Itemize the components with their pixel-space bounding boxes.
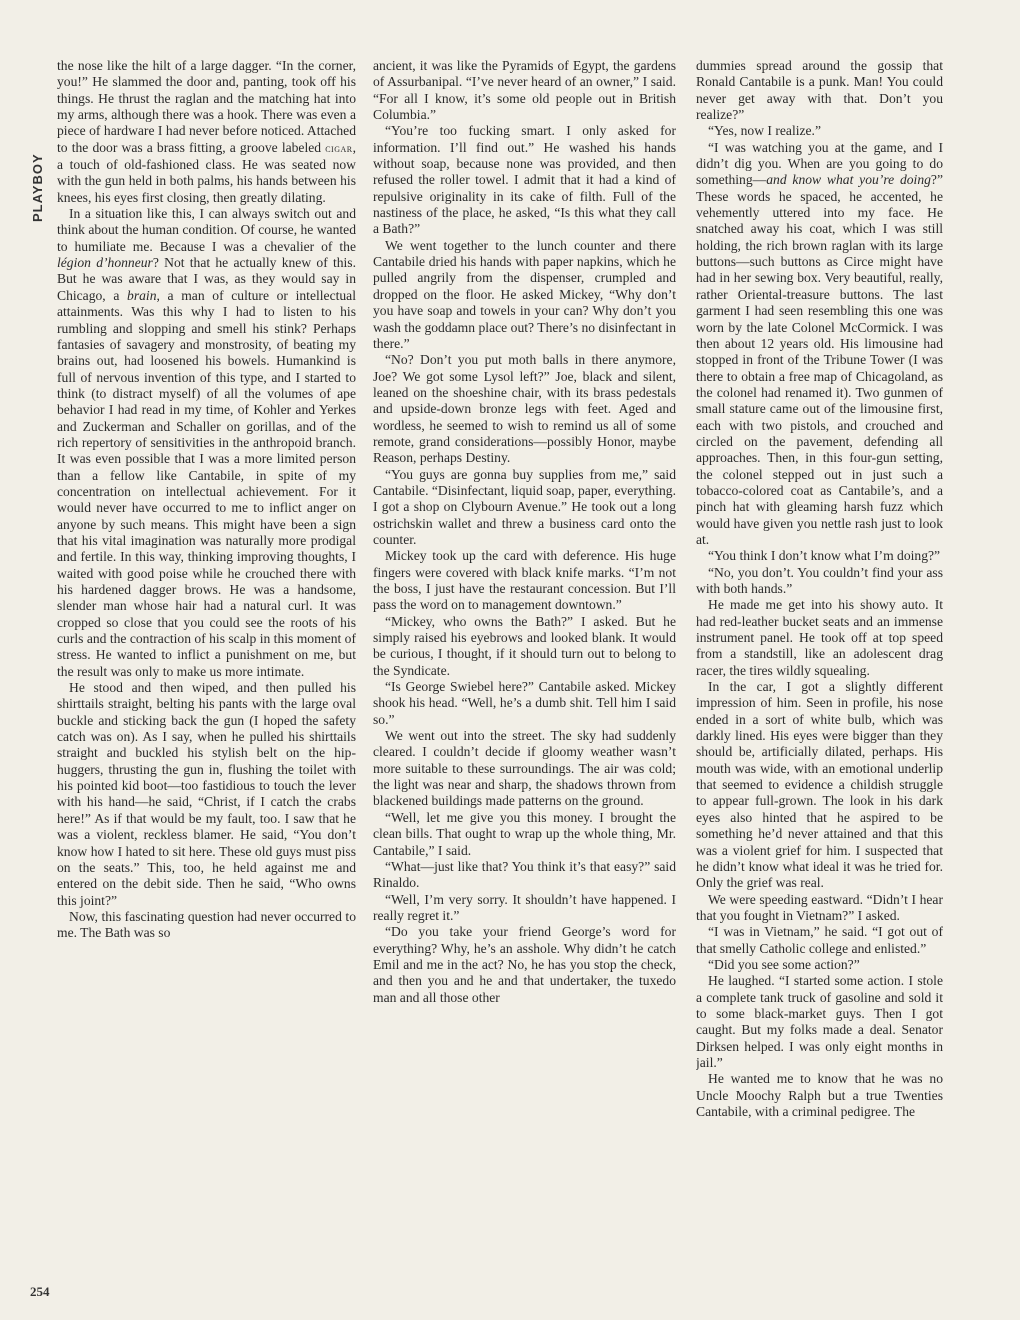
- text-run: , a touch of old-fashioned class. He was seated now with the gun held in both palms, his hands between his knees, his eyes first closing, then greatly dilating.: [57, 139, 356, 205]
- paragraph: [373, 352, 676, 466]
- text-run: , a man of culture or intellectual attainments. Was this why I had to listen to his rumbling and slopping and smell his stink? Perhaps fantasies of savagery and monstrosity, of beating my brains out, had loosened his bowels. Humankind is full of nervous invention of this type, and I started to think (to distract myself) of all the volumes of ape behavior I had read in my time, of Kohler and Yerkes and Zuckerman and Schaller on gorillas, and of the rich repertory of sensitivities in the anthropoid branch. It was even possible that I was a more limited person than a fellow like Cantabile, in spite of my concentration on intellectual achievement. For it would never have occurred to me to inflict anger on anyone by such means. This might have been a sign that his vital imagination was naturally more prodigal and fertile. In this way, thinking improving thoughts, I waited with good poise while he crouched there with his hardened dagger brows. He was a handsome, slender man whose hair had a natural curl. It was cropped so close that you could see the roots of his curls and the contraction of his scalp in this moment of stress. He wanted to inflict a punishment on me, but the result was only to make us more intimate.: [57, 287, 356, 679]
- text-run: “Is George Swiebel here?” Cantabile asked. Mickey shook his head. “Well, he’s a dumb shit. Tell him I said so.”: [373, 679, 676, 727]
- text-run: “You think I don’t know what I’m doing?”: [708, 548, 941, 564]
- text-run: ancient, it was like the Pyramids of Egypt, the gardens of Assurbanipal. “I’ve never heard of an owner,” I said. “For all I know, it’s some old people out in British Columbia.”: [373, 58, 676, 123]
- paragraph: [373, 548, 676, 613]
- text-run: We went out into the street. The sky had suddenly cleared. I couldn’t decide if gloomy weather wasn’t more suitable to these surroundings. The air was cold; the light was near and sharp, the shadows thrown from blackened buildings made patterns on the ground.: [373, 728, 676, 809]
- text-column-3: [696, 58, 943, 1298]
- paragraph: [57, 206, 356, 680]
- paragraph: [57, 58, 356, 206]
- text-run: “Do you take your friend George’s word for everything? Why, he’s an asshole. Why didn’t he catch Emil and me in the act? No, he has you stop the check, and then you and he and that undertaker, the tuxedo man and all those other: [373, 924, 676, 1005]
- text-run: He laughed. “I started some action. I stole a complete tank truck of gasoline and sold it to some black-market guys. Then I got caught. But my folks made a deal. Senator Dirksen helped. I was only eight months in jail.”: [696, 973, 943, 1070]
- text-run: the nose like the hilt of a large dagger. “In the corner, you!” He slammed the door and, panting, took off his things. He thrust the raglan and the matching hat into my arms, although there was a hook. There was even a piece of hardware I had never before noticed. Attached to the door was a brass fitting, a groove labeled: [57, 58, 356, 155]
- paragraph: [373, 123, 676, 237]
- paragraph: [696, 892, 943, 925]
- paragraph: [696, 597, 943, 679]
- text-run: ?” These words he spaced, he accented, he vehemently uttered into my face. He snatched away his coat, which I was still holding, the rich brown raglan with its large buttons—such buttons as Circe might have had in her sewing box. Very beautiful, really, rather Oriental-treasure buttons. The last garment I had seen resembling this one was worn by the late Colonel McCormick. I was then about 12 years old. His limousine had stopped in front of the Tribune Tower (I was there to obtain a free map of Chicagoland, as the colonel had renamed it). Two gunmen of small stature came out of the limousine first, each with two pistols, and crouched and circled on the pavement, defending all approaches. Then, in this four-gun setting, the colonel stepped out in just such a tobacco-colored coat as Cantabile’s, and a pinch hat with gleaming harsh fuzz which would have given you nettle rash just to look at.: [696, 172, 943, 547]
- text-run: In the car, I got a slightly different impression of him. Seen in profile, his nose ended in a sort of white bulb, which was darkly lined. His eyes were bigger than they should be, artificially dilated, perhaps. His mouth was wide, with an emotional underlip that seemed to evidence a childish struggle to appear full-grown. The look in his dark eyes also hinted that he aspired to be something he’d never attained and that this was a violent grief for him. I suspected that he didn’t know what ideal it was he tried for. Only the grief was real.: [696, 679, 943, 891]
- paragraph: [373, 810, 676, 859]
- text-run: “What—just like that? You think it’s that easy?” said Rinaldo.: [373, 858, 676, 891]
- text-run: Mickey took up the card with deference. His huge fingers were covered with black knife marks. “I’m not the boss, I just have the restaurant concession. But I’ll pass the word on to management downtown.”: [373, 548, 676, 613]
- paragraph: [696, 58, 943, 123]
- masthead: PLAYBOY: [30, 153, 45, 222]
- paragraph: [696, 679, 943, 891]
- paragraph: [373, 924, 676, 1006]
- text-run: “Mickey, who owns the Bath?” I asked. But he simply raised his eyebrows and looked blank. It would be curious, I thought, if it should turn out to belong to the Syndicate.: [373, 613, 676, 678]
- text-run: “I was in Vietnam,” he said. “I got out of that smelly Catholic college and enlisted.”: [696, 924, 943, 956]
- paragraph: [696, 1071, 943, 1120]
- text-run: “No, you don’t. You couldn’t find your ass with both hands.”: [696, 564, 943, 596]
- paragraph: [696, 123, 943, 139]
- paragraph: [696, 140, 943, 549]
- text-run: “Yes, now I realize.”: [708, 123, 821, 139]
- italic-text: légion d’honneur: [57, 255, 153, 271]
- paragraph: [373, 614, 676, 679]
- paragraph: [696, 957, 943, 973]
- paragraph: [373, 859, 676, 892]
- text-run: We went together to the lunch counter and there Cantabile dried his hands with paper napkins, which he pulled angrily from the dispenser, crumpled and dropped on the floor. He asked Mickey, “Why don’t you have soap and towels in your can? Why don’t you wash the goddamn place out? There’s no disinfectant in there.”: [373, 237, 676, 351]
- paragraph: [696, 565, 943, 598]
- paragraph: [373, 467, 676, 549]
- text-column-1: [57, 58, 356, 1298]
- text-run: Now, this fascinating question had never occurred to me. The Bath was so: [57, 908, 356, 941]
- text-column-2: [373, 58, 676, 1298]
- text-run: In a situation like this, I can always switch out and think about the human condition. Of course, he wanted to humiliate me. Because I was a chevalier of the: [57, 206, 356, 254]
- paragraph: [373, 728, 676, 810]
- text-run: “You’re too fucking smart. I only asked for information. I’ll find out.” He washed his hands without soap, because none was provided, and then refused the roller towel. I admit that it had a kind of repulsive originality in its cake of filth. Full of the nastiness of the place, he asked, “Is this what they call a Bath?”: [373, 123, 676, 237]
- text-run: ? Not that he actually knew of this. But he was aware that I was, as they would say in Chicago, a: [57, 255, 356, 303]
- text-run: “I was watching you at the game, and I didn’t dig you. When are you going to do something—: [696, 139, 943, 188]
- paragraph: [696, 924, 943, 957]
- paragraph: [373, 238, 676, 352]
- small-caps-text: cigar: [325, 142, 353, 155]
- paragraph: [57, 680, 356, 909]
- paragraph: [696, 973, 943, 1071]
- text-run: “No? Don’t you put moth balls in there anymore, Joe? We got some Lysol left?” Joe, black and silent, leaned on the shoeshine chair, with its brass pedestals and upside-down bronze legs with feet. Aged and wordless, he seemed to wish to remind us all of some remote, grand considerations—possibly Honor, maybe Reason, perhaps Destiny.: [373, 352, 676, 466]
- text-run: dummies spread around the gossip that Ronald Cantabile is a punk. Man! You could never get away with that. Don’t you realize?”: [696, 58, 943, 123]
- paragraph: [373, 679, 676, 728]
- paragraph: [373, 58, 676, 123]
- paragraph: [696, 548, 943, 564]
- text-run: “Well, I’m very sorry. It shouldn’t have happened. I really regret it.”: [373, 891, 676, 923]
- text-run: He made me get into his showy auto. It had red-leather bucket seats and an immense instrument panel. He took off at top speed from a standstill, like an adolescent drag racer, the tires wildly squealing.: [696, 597, 943, 678]
- paragraph: [57, 909, 356, 942]
- text-run: “You guys are gonna buy supplies from me,” said Cantabile. “Disinfectant, liquid soap, paper, everything. I got a shop on Clybourn Avenue.” He took out a long ostrichskin wallet and threw a business card onto the counter.: [373, 466, 676, 547]
- italic-text: brain: [127, 287, 157, 303]
- text-run: He wanted me to know that he was no Uncle Moochy Ralph but a true Twenties Cantabile, with a criminal pedigree. The: [696, 1071, 943, 1119]
- text-run: “Well, let me give you this money. I brought the clean bills. That ought to wrap up the whole thing, Mr. Cantabile,” I said.: [373, 809, 676, 858]
- page-number: 254: [30, 1284, 50, 1299]
- text-run: “Did you see some action?”: [708, 956, 860, 972]
- text-run: He stood and then wiped, and then pulled his shirttails straight, belting his pants with the large oval buckle and sticking back the gun (I hoped the safety catch was on). As I say, when he pulled his shirttails straight and buckled his stylish belt on the hip-huggers, thrusting the gun in, flushing the toilet with his pointed kid boot—too fastidious to touch the lever with his hand—he said, “Christ, if I catch the crabs here!” As if that would be my fault, too. I saw that he was a violent, reckless blamer. He said, “You don’t know how I hated to sit here. These old guys must piss on the seats.” This, too, he held against me and entered on the debit side. Then he said, “Who owns this joint?”: [57, 680, 356, 908]
- paragraph: [373, 892, 676, 925]
- italic-text: and know what you’re doing: [766, 172, 931, 188]
- text-run: We were speeding eastward. “Didn’t I hear that you fought in Vietnam?” I asked.: [696, 891, 943, 923]
